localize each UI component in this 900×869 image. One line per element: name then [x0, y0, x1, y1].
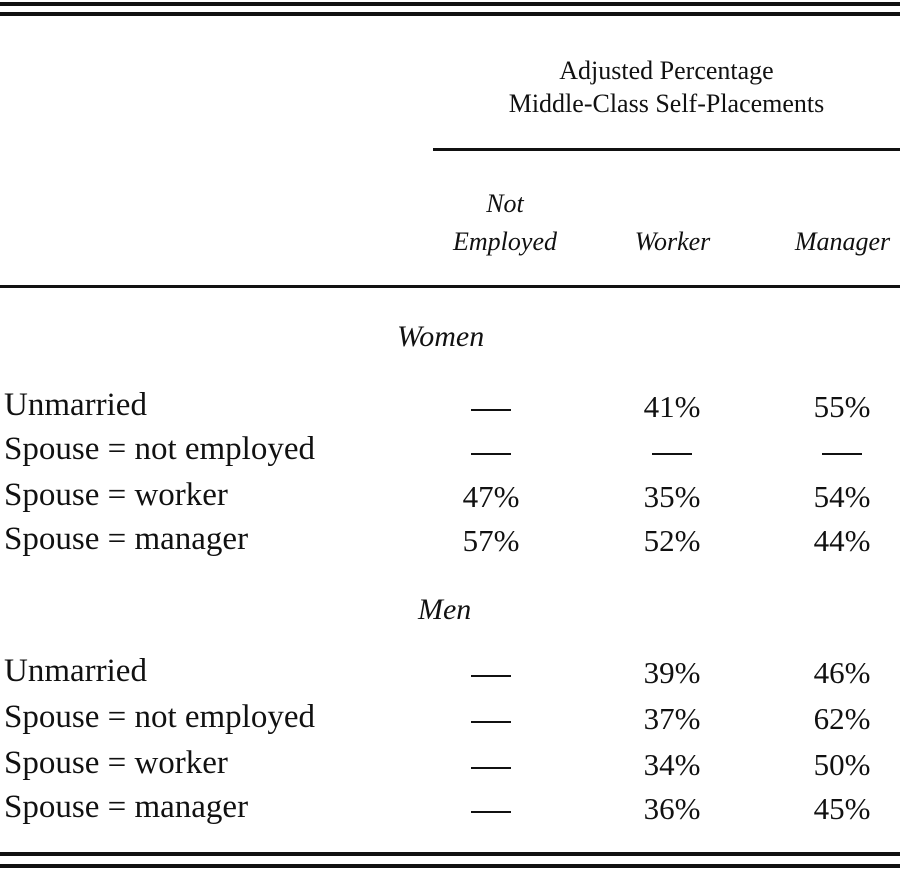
cell-manager: 54%: [813, 479, 871, 514]
cell-worker: 36%: [643, 791, 701, 826]
row-label: Spouse = not employed: [4, 431, 316, 467]
bottom-rule: [0, 864, 900, 868]
dash-mark: [471, 811, 511, 813]
cell-manager: 50%: [813, 747, 871, 782]
cell-worker: 41%: [643, 389, 701, 424]
header-rule: [0, 285, 900, 288]
row-label: Unmarried: [4, 387, 147, 423]
column-header-not-employed-line2: Employed: [453, 227, 557, 256]
row-label: Spouse = worker: [4, 745, 228, 781]
cell-manager: 55%: [813, 389, 871, 424]
cell-manager: 44%: [813, 523, 871, 558]
column-header-manager: Manager: [794, 227, 891, 256]
section-title-women: Women: [397, 320, 485, 353]
spanner-heading-line1: Adjusted Percentage: [559, 56, 774, 85]
cell-not-employed: 47%: [462, 479, 520, 514]
cell-manager: 62%: [813, 701, 871, 736]
dash-mark: [471, 675, 511, 677]
cell-worker: 52%: [643, 523, 701, 558]
dash-mark: [652, 453, 692, 455]
cell-worker: 35%: [643, 479, 701, 514]
row-label: Unmarried: [4, 653, 147, 689]
spanner-heading-line2: Middle-Class Self-Placements: [508, 89, 825, 118]
cell-not-employed: [436, 657, 546, 688]
dash-mark: [471, 721, 511, 723]
column-header-not-employed-line1: Not: [486, 189, 524, 218]
cell-manager: 46%: [813, 655, 871, 690]
row-label: Spouse = not employed: [4, 699, 316, 735]
cell-not-employed: [436, 435, 546, 466]
dash-mark: [822, 453, 862, 455]
cell-worker: 34%: [643, 747, 701, 782]
cell-not-employed: [436, 793, 546, 824]
row-label: Spouse = manager: [4, 521, 249, 557]
top-rule: [0, 12, 900, 16]
section-title-men: Men: [418, 593, 472, 626]
cell-manager: [787, 435, 897, 466]
cell-not-employed: [436, 703, 546, 734]
cell-worker: 37%: [643, 701, 701, 736]
cell-worker: 39%: [643, 655, 701, 690]
cell-worker: [617, 435, 727, 466]
cell-not-employed: [436, 391, 546, 422]
row-label: Spouse = worker: [4, 477, 228, 513]
top-rule: [0, 2, 900, 6]
bottom-rule: [0, 852, 900, 856]
column-header-worker: Worker: [634, 227, 711, 256]
cell-not-employed: 57%: [462, 523, 520, 558]
spanner-rule: [433, 148, 900, 151]
cell-manager: 45%: [813, 791, 871, 826]
dash-mark: [471, 453, 511, 455]
dash-mark: [471, 409, 511, 411]
row-label: Spouse = manager: [4, 789, 249, 825]
dash-mark: [471, 767, 511, 769]
cell-not-employed: [436, 749, 546, 780]
